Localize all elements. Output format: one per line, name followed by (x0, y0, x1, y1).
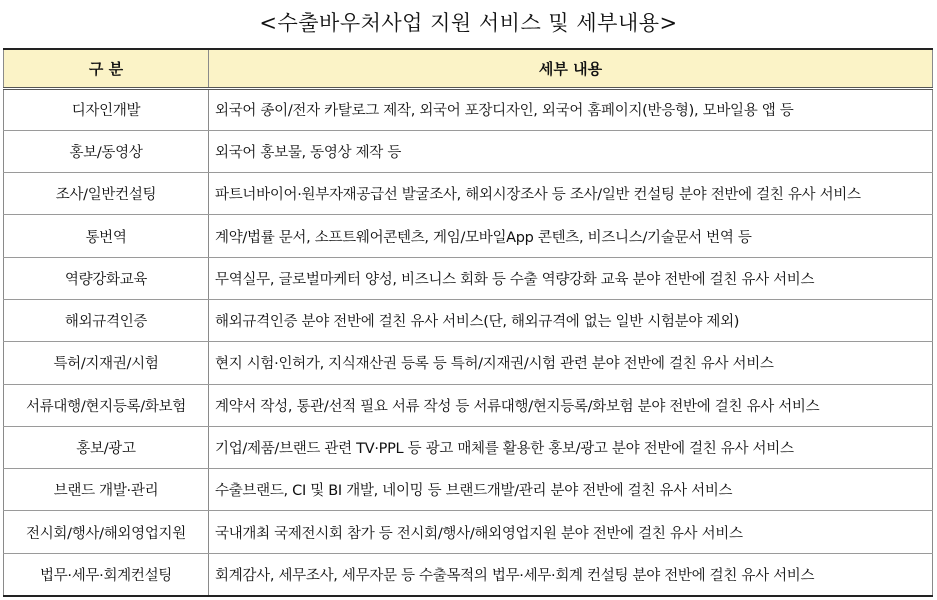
row-category: 전시회/행사/해외영업지원 (4, 511, 209, 553)
row-detail: 파트너바이어·원부자재공급선 발굴조사, 해외시장조사 등 조사/일반 컨설팅 분야 전반에 걸친 유사 서비스 (209, 173, 933, 215)
row-detail: 해외규격인증 분야 전반에 걸친 유사 서비스(단, 해외규격에 없는 일반 시험분야 제외) (209, 299, 933, 341)
row-detail: 외국어 종이/전자 카탈로그 제작, 외국어 포장디자인, 외국어 홈페이지(반응형), 모바일용 앱 등 (209, 88, 933, 130)
row-category: 역량강화교육 (4, 257, 209, 299)
row-detail: 계약서 작성, 통관/선적 필요 서류 작성 등 서류대행/현지등록/화보험 분야 전반에 걸친 유사 서비스 (209, 384, 933, 426)
row-category: 홍보/광고 (4, 426, 209, 468)
row-detail: 회계감사, 세무조사, 세무자문 등 수출목적의 법무·세무·회계 컨설팅 분야 전반에 걸친 유사 서비스 (209, 553, 933, 595)
row-category: 해외규격인증 (4, 299, 209, 341)
row-category: 서류대행/현지등록/화보험 (4, 384, 209, 426)
table-row (4, 173, 933, 215)
table-header-row (4, 49, 933, 88)
table-row (4, 384, 933, 426)
table-row (4, 257, 933, 299)
table-row (4, 342, 933, 384)
header-detail: 세부 내용 (209, 49, 933, 88)
row-detail: 외국어 홍보물, 동영상 제작 등 (209, 130, 933, 172)
row-detail: 국내개최 국제전시회 참가 등 전시회/행사/해외영업지원 분야 전반에 걸친 유사 서비스 (209, 511, 933, 553)
services-table (3, 48, 933, 597)
row-category: 법무·세무·회계컨설팅 (4, 553, 209, 595)
table-row (4, 469, 933, 511)
row-detail: 무역실무, 글로벌마케터 양성, 비즈니스 회화 등 수출 역량강화 교육 분야 전반에 걸친 유사 서비스 (209, 257, 933, 299)
row-detail: 현지 시험·인허가, 지식재산권 등록 등 특허/지재권/시험 관련 분야 전반에 걸친 유사 서비스 (209, 342, 933, 384)
row-detail: 계약/법률 문서, 소프트웨어콘텐츠, 게임/모바일App 콘텐츠, 비즈니스/기술문서 번역 등 (209, 215, 933, 257)
table-row (4, 426, 933, 468)
row-category: 디자인개발 (4, 88, 209, 130)
table-row (4, 215, 933, 257)
row-category: 브랜드 개발·관리 (4, 469, 209, 511)
row-detail: 수출브랜드, CI 및 BI 개발, 네이밍 등 브랜드개발/관리 분야 전반에 걸친 유사 서비스 (209, 469, 933, 511)
row-category: 특허/지재권/시험 (4, 342, 209, 384)
table-row (4, 130, 933, 172)
row-category: 조사/일반컨설팅 (4, 173, 209, 215)
table-title: <수출바우처사업 지원 서비스 및 세부내용> (259, 11, 678, 35)
row-category: 통번역 (4, 215, 209, 257)
table-row (4, 511, 933, 553)
table-row (4, 88, 933, 130)
row-category: 홍보/동영상 (4, 130, 209, 172)
row-detail: 기업/제품/브랜드 관련 TV·PPL 등 광고 매체를 활용한 홍보/광고 분야 전반에 걸친 유사 서비스 (209, 426, 933, 468)
table-row (4, 553, 933, 595)
header-category: 구 분 (4, 49, 209, 88)
table-row (4, 299, 933, 341)
